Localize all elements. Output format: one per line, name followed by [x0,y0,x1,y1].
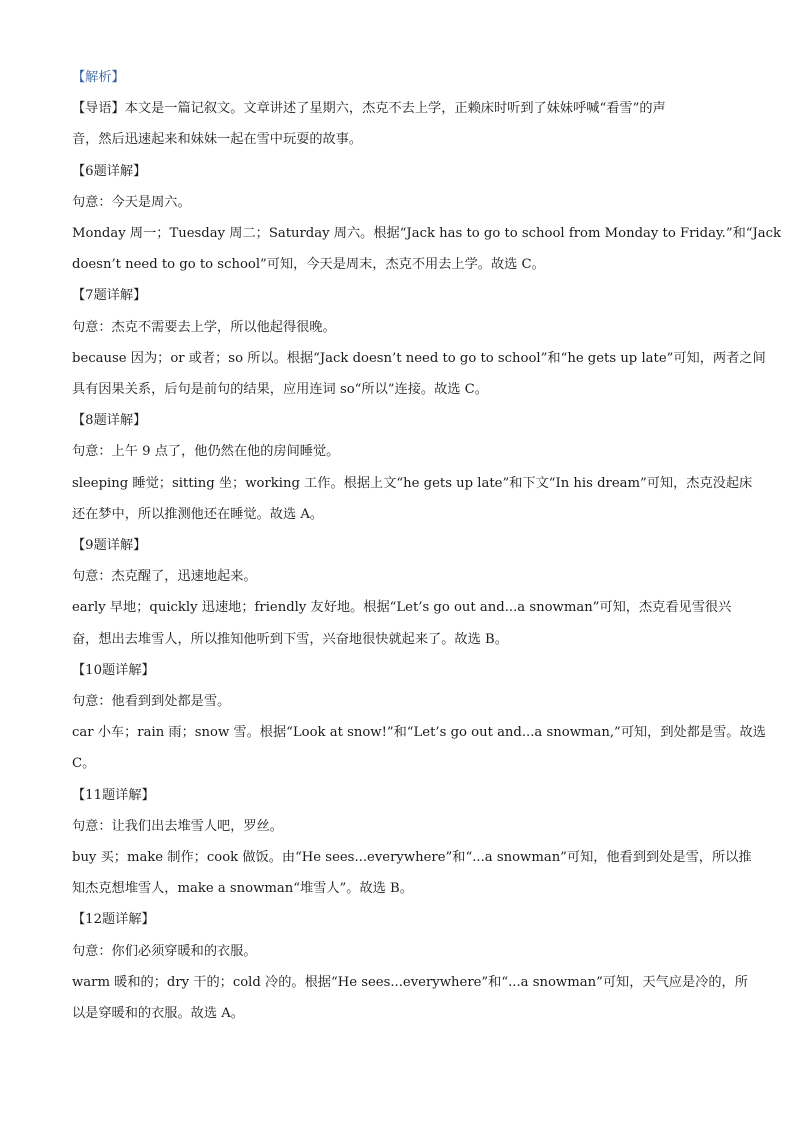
section-line: car 小车；rain 雨；snow 雪。根据“Look at snow!”和“Let’s go out and...a snowman,”可知，到处都是雪。故选 [72,725,766,741]
section-heading: 【12题详解】 [72,912,155,928]
section-line: buy 买；make 制作；cook 做饭。由“He sees...everywhere”和“...a snowman”可知，他看到到处是雪，所以推 [72,850,752,866]
section-line: warm 暖和的；dry 干的；cold 冷的。根据“He sees...everywhere”和“...a snowman”可知，天气应是冷的，所 [72,974,748,990]
section-heading: 【10题详解】 [72,662,155,678]
section-7 [72,280,766,405]
section-line: 句意：上午 9 点了，他仍然在他的房间睡觉。 [72,444,340,460]
section-line: 具有因果关系，后句是前句的结果，应用连词 so“所以”连接。故选 C。 [72,382,488,398]
section-line: 还在梦中，所以推测他还在睡觉。故选 A。 [72,506,324,522]
section-12 [72,904,748,1029]
section-line: 句意：杰克醒了，迅速地起来。 [72,569,257,585]
section-line: 以是穿暖和的衣服。故选 A。 [72,1006,244,1022]
section-heading: 【7题详解】 [72,288,147,304]
section-line: 句意：杰克不需要去上学，所以他起得很晚。 [72,319,336,335]
section-heading: 【9题详解】 [72,538,147,554]
intro-line-2: 音，然后迅速起来和妹妹一起在雪中玩耍的故事。 [72,132,363,148]
section-line: C。 [72,756,96,772]
section-line: 句意：今天是周六。 [72,194,191,210]
section-line: 句意：让我们出去堆雪人吧，罗丝。 [72,818,283,834]
section-9 [72,530,732,655]
analysis-label: 【解析】 [72,70,125,85]
section-heading: 【8题详解】 [72,413,147,429]
section-line: early 早地；quickly 迅速地；friendly 友好地。根据“Let’s go out and...a snowman”可知，杰克看见雪很兴 [72,600,732,616]
section-11 [72,780,752,905]
section-line: 句意：他看到到处都是雪。 [72,694,231,710]
section-line: 奋，想出去堆雪人，所以推知他听到下雪，兴奋地很快就起来了。故选 B。 [72,631,508,647]
section-heading: 【6题详解】 [72,163,147,179]
section-8 [72,405,753,530]
section-heading: 【11题详解】 [72,787,155,803]
section-line: 句意：你们必须穿暖和的衣服。 [72,943,257,959]
document-page [72,62,782,1029]
section-10 [72,655,766,780]
section-line: Monday 周一；Tuesday 周二；Saturday 周六。根据“Jack has to go to school from Monday to Friday.”和“Jack [72,226,782,242]
section-6 [72,156,782,281]
section-line: 知杰克想堆雪人，make a snowman“堆雪人”。故选 B。 [72,881,413,897]
section-line: doesn’t need to go to school”可知，今天是周末，杰克不用去上学。故选 C。 [72,257,545,273]
section-line: sleeping 睡觉；sitting 坐；working 工作。根据上文“he gets up late”和下文“In his dream”可知，杰克没起床 [72,475,753,491]
intro-line-1: 【导语】本文是一篇记叙文。文章讲述了星期六，杰克不去上学，正赖床时听到了妹妹呼喊“看雪”的声 [72,101,666,117]
section-line: because 因为；or 或者；so 所以。根据“Jack doesn’t need to go to school”和“he gets up late”可知，两者之间 [72,350,766,366]
